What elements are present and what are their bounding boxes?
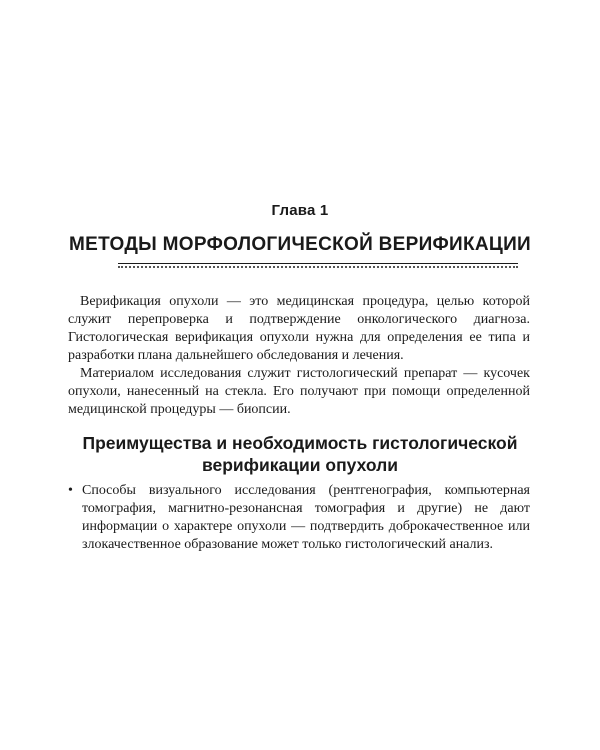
section-heading-line: верификации опухоли [201,455,399,475]
chapter-label: Глава 1 [271,202,329,219]
list-item-text: Способы визуального исследования (рентгенография, компьютерная томография, магнитно-резонансная томография и другие) не дают информации о характере опухоли — подтвердить доброкачественное или злокачественное образование может только гистологический анализ. [82,483,530,552]
list-item [68,482,530,554]
section-heading [0,432,600,476]
section-heading-line: Преимущества и необходимость гистологической [82,433,518,453]
bullet-list [68,482,530,554]
paragraph: Материалом исследования служит гистологический препарат — кусочек опухоли, нанесенный на стекла. Его получают при помощи определенной медицинской процедуры — биопсии. [68,366,530,417]
paragraph-block [68,365,530,419]
bullet-icon: • [68,483,73,498]
paragraph: Верификация опухоли — это медицинская процедура, целью которой служит перепроверка и подтверждение онкологического диагноза. Гистологическая верификация опухоли нужна для определения ее типа и разработки плана дальнейшего обследования и лечения. [68,294,530,363]
paragraph-block [68,293,530,365]
chapter-title: МЕТОДЫ МОРФОЛОГИЧЕСКОЙ ВЕРИФИКАЦИИ [68,234,532,255]
title-underline [118,263,518,264]
title-dotted-underline [118,266,518,268]
